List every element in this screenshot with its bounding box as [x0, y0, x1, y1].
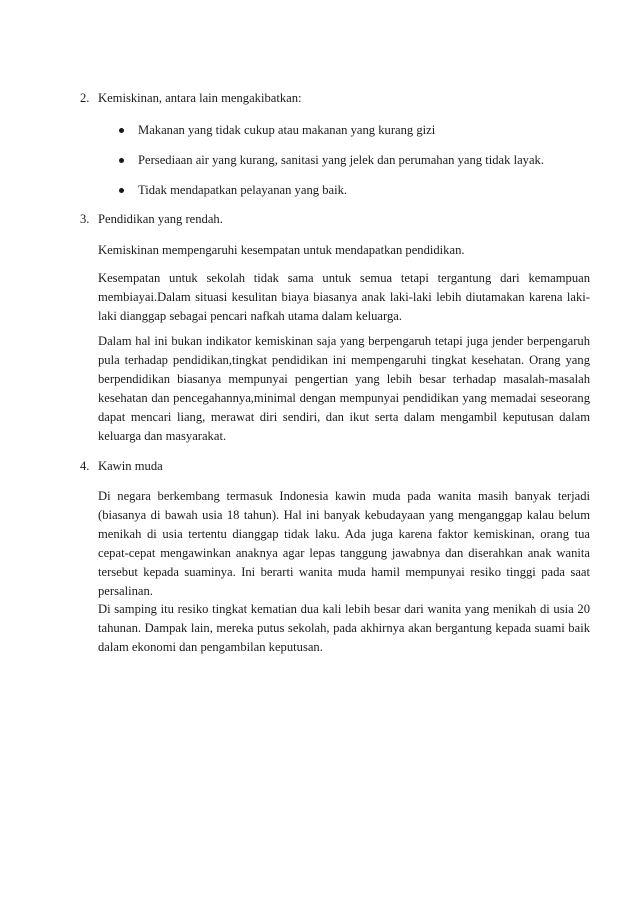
section-number: 3. [80, 212, 90, 226]
bullet-icon [119, 188, 124, 193]
list-item-text: Tidak mendapatkan pelayanan yang baik. [138, 183, 348, 197]
bullet-icon [119, 128, 124, 133]
paragraph: Kemiskinan mempengaruhi kesempatan untuk mendapatkan pendidikan. [98, 243, 465, 257]
paragraph: Di samping itu resiko tingkat kematian dua kali lebih besar dari wanita yang menikah di usia 20 tahunan. Dampak lain, mereka putus sekolah, pada akhirnya akan bergantung kepada suami baik dalam ekonomi dan pengambilan keputusan. [98, 602, 590, 655]
paragraph: Di negara berkembang termasuk Indonesia kawin muda pada wanita masih banyak terjadi (biasanya di bawah usia 18 tahun). Hal ini banyak kebudayaan yang menganggap kalau belum menikah di usia tertentu dianggap tidak laku. Ada juga karena faktor kemiskinan, orang tua cepat-cepat mengawinkan anaknya agar lepas tanggung jawabnya dan diserahkan anak wanita tersebut kepada suaminya. Ini berarti wanita muda hamil mempunyai resiko tinggi pada saat persalinan. [98, 489, 590, 599]
section-number: 4. [80, 459, 90, 473]
section-heading: Kemiskinan, antara lain mengakibatkan: [98, 91, 302, 105]
paragraph: Kesempatan untuk sekolah tidak sama untuk semua tetapi tergantung dari kemampuan membiayai.Dalam situasi kesulitan biaya biasanya anak laki-laki lebih diutamakan karena laki-laki dianggap sebagai pencari nafkah utama dalam keluarga. [98, 271, 590, 324]
paragraph: Dalam hal ini bukan indikator kemiskinan saja yang berpengaruh tetapi juga jender berpengaruh pula terhadap pendidikan,tingkat pendidikan ini mempengaruhi tingkat kesehatan. Orang yang berpendidikan biasanya mempunyai pengertian yang lebih besar terhadap masalah-masalah kesehatan dan pencegahannya,minimal dengan mempunyai pendidikan yang memadai seseorang dapat mencari liang, merawat diri sendiri, dan ikut serta dalam mengambil keputusan dalam keluarga dan masyarakat. [98, 334, 590, 444]
list-item-text: Makanan yang tidak cukup atau makanan yang kurang gizi [138, 123, 436, 137]
section-number: 2. [80, 91, 90, 105]
section-heading: Pendidikan yang rendah. [98, 212, 223, 226]
list-item-text: Persediaan air yang kurang, sanitasi yang jelek dan perumahan yang tidak layak. [138, 153, 545, 167]
section-heading: Kawin muda [98, 459, 163, 473]
bullet-icon [119, 158, 124, 163]
